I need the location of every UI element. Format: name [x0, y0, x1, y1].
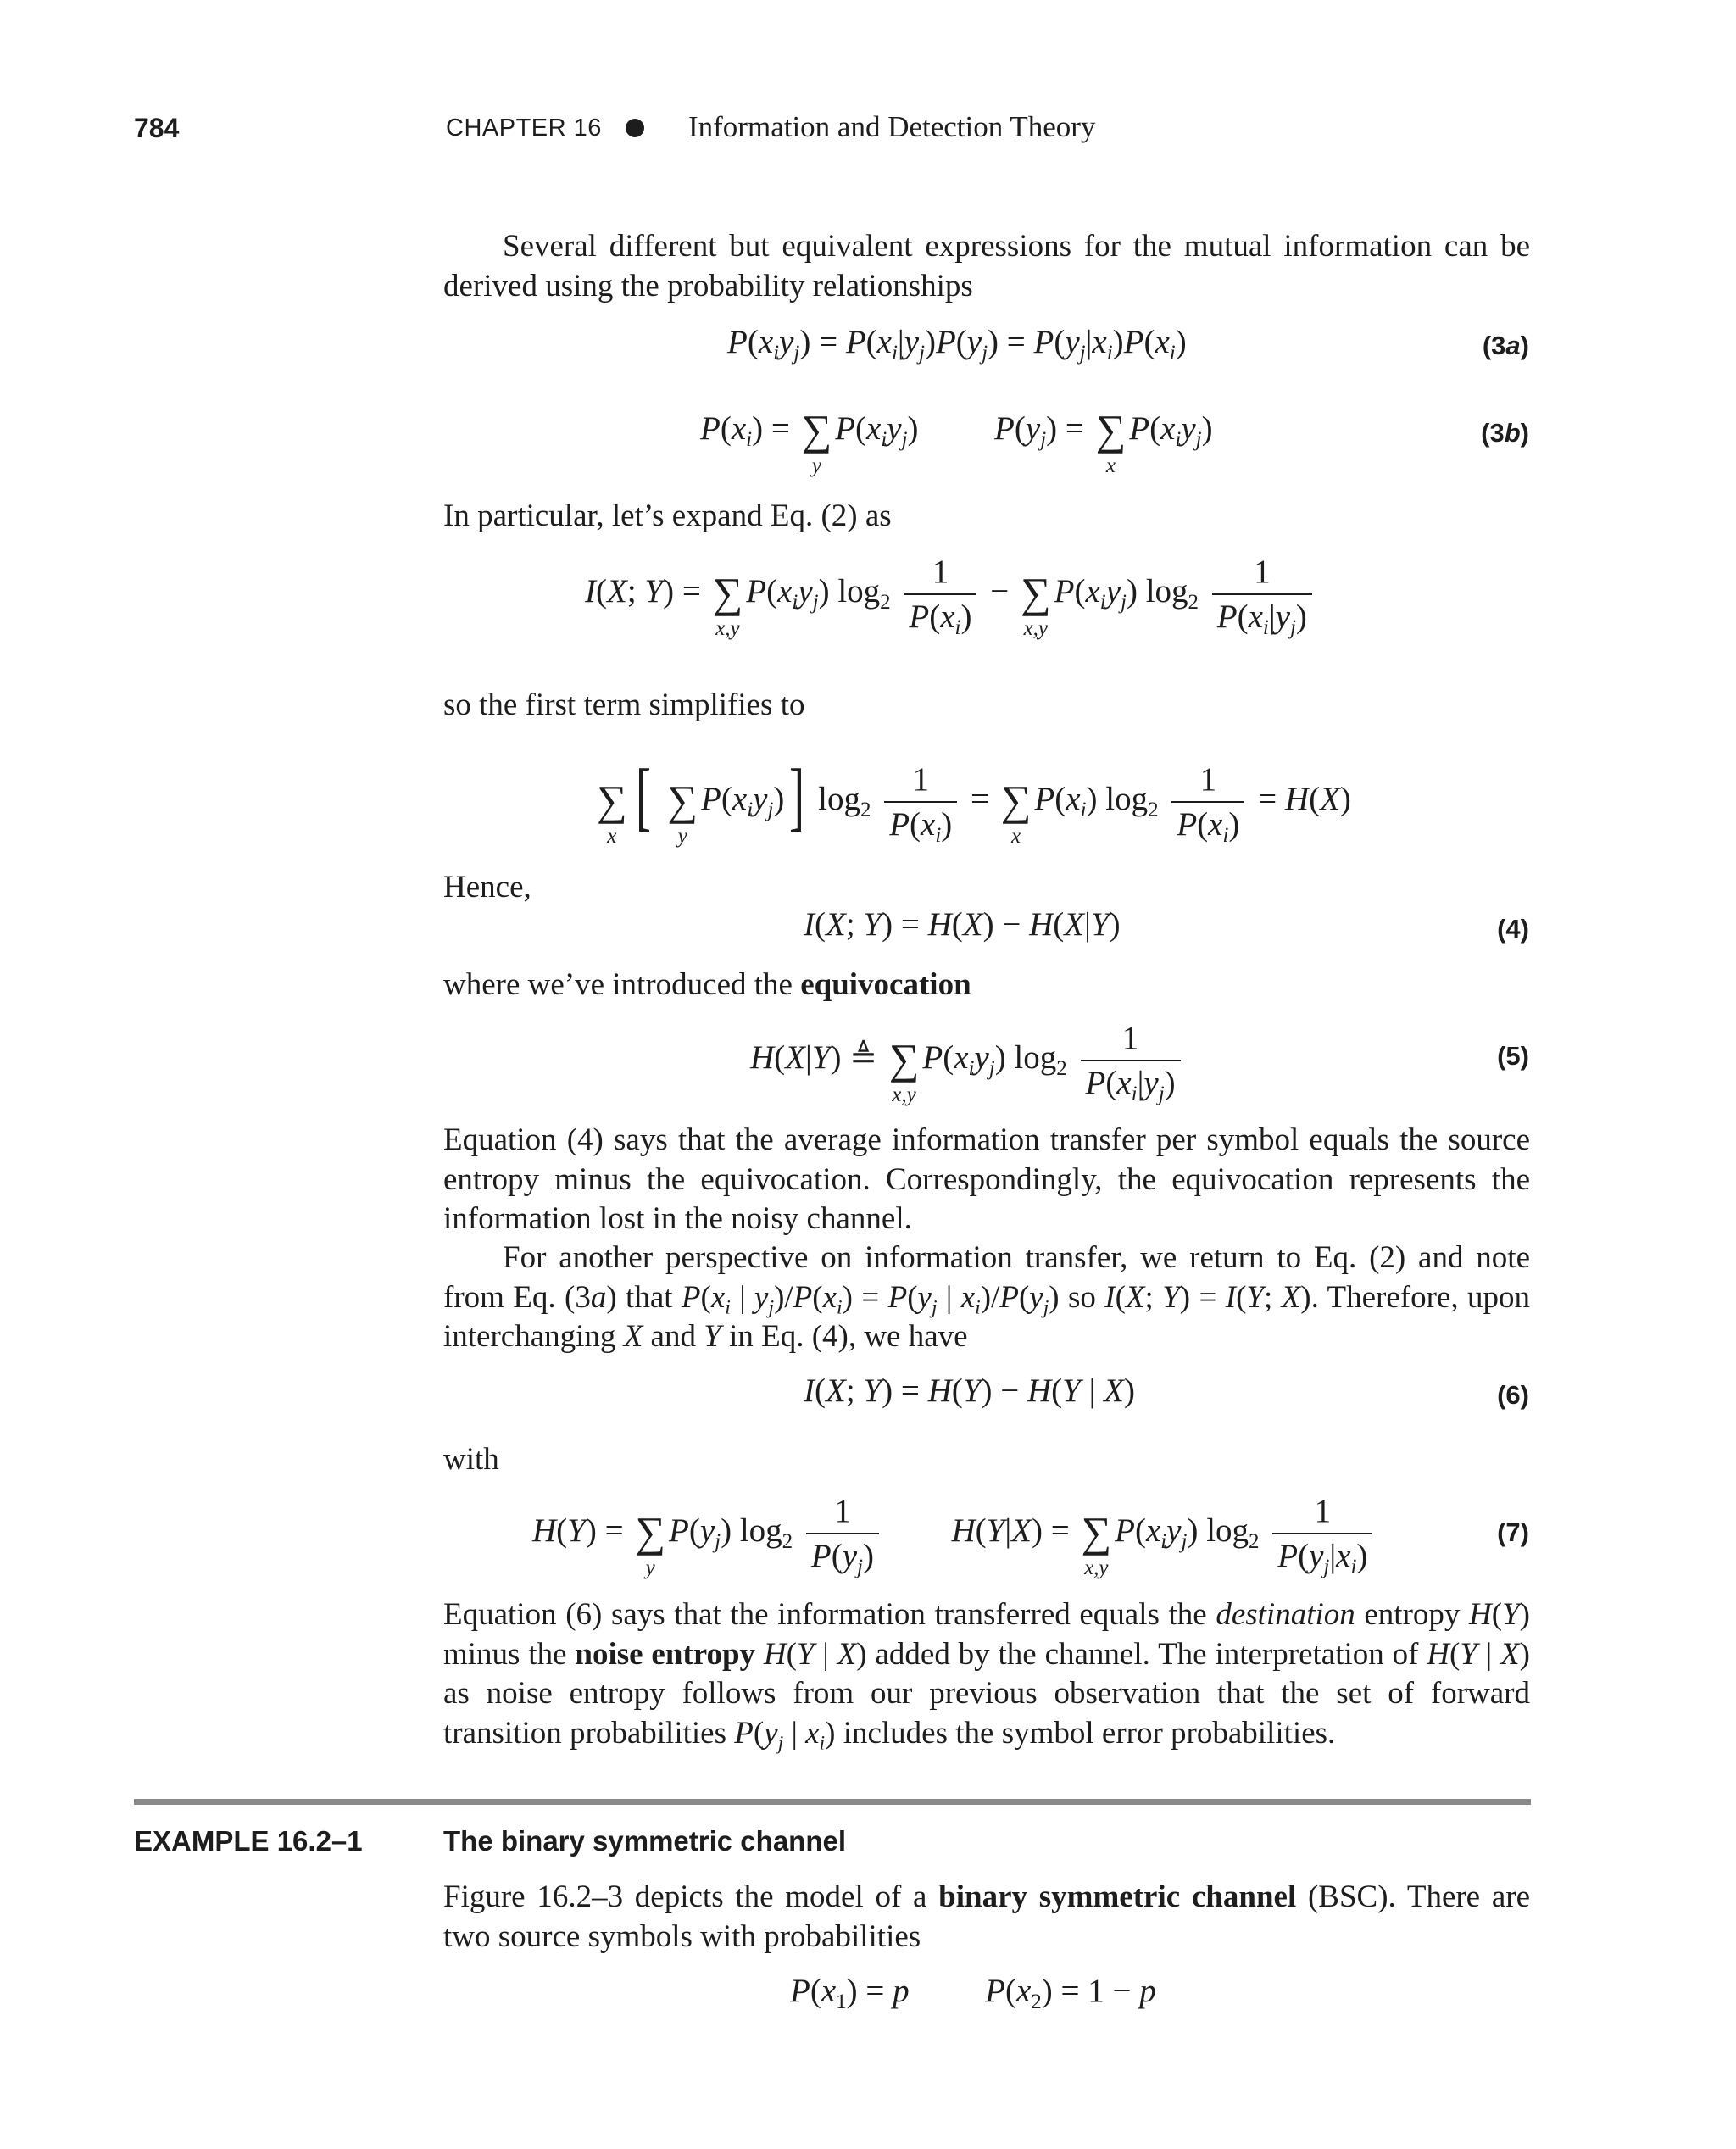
equation-number-3a: (3a): [1482, 331, 1529, 360]
equation-expansion: I(X; Y) = ∑ x,y $P(x_iy_j)$ $\log_2$ $\frac{1}{P(x_i)}$ − ∑ x,y $P(x_iy_j)$ $\log_2$ $\frac{1}{P(x_i|y_j)}$: [585, 553, 1317, 636]
paragraph-intro: Several different but equivalent expressions for the mutual information can be derived using the probability relationships: [443, 229, 1530, 303]
paragraph-simplify: so the first term simplifies to: [443, 688, 805, 722]
paragraph-expand: In particular, let’s expand Eq. (2) as: [443, 498, 892, 533]
paragraph-with: with: [443, 1442, 499, 1477]
equation-simplification: ∑ x [ ∑ y $P(x_iy_j)$] $\log_2$ $\frac{1}{P(x_i)}$ = ∑ x $P(x_i)$ $\log_2$ $\frac{1}{P(x_i)}$ = H(X): [597, 754, 1351, 848]
equation-number-4: (4): [1497, 914, 1529, 944]
chapter-label: CHAPTER 16: [446, 114, 602, 142]
example-divider: [134, 1799, 1531, 1805]
equation-number-5: (5): [1497, 1041, 1529, 1071]
chapter-title: Information and Detection Theory: [688, 110, 1096, 143]
paragraph-equation4-meaning: Equation (4) says that the average information transfer per symbol equals the source entropy minus the equivocation. Correspondingly, the equivocation represents the information lost in the noisy channel.: [443, 1122, 1530, 1236]
paragraph-bsc: Figure 16.2–3 depicts the model of a binary symmetric channel (BSC). There are two source symbols with probabilities: [443, 1879, 1530, 1954]
equation-5: H(X|Y) ≜ ∑ x,y $P(x_iy_j)$ $\log_2$ $\frac{1}{P(x_i|y_j)}$: [750, 1019, 1186, 1102]
paragraph-equivocation: where we’ve introduced the equivocation: [443, 967, 971, 1002]
equation-number-6: (6): [1497, 1380, 1529, 1410]
bullet-icon: [626, 119, 644, 137]
paragraph-equation6-meaning: Equation (6) says that the information transferred equals the destination entropy H(Y) minus the noise entropy H(Y | X) added by the channel. The interpretation of H(Y | X) as noise entropy follows from our previous observation that the set of forward transition probabilities $P(y_j$ | $x_i$) includes the symbol error probabilities.: [443, 1597, 1530, 1755]
example-title: The binary symmetric channel: [443, 1825, 847, 1857]
equation-4: I(X; Y) = H(X) − H(X|Y): [804, 906, 1121, 943]
equation-7: H(Y) = ∑ y $P(y_j)$ $\log_2$ $\frac{1}{P(y_j)}$ H(Y|X) = ∑ x,y $P(x_iy_j)$ $\log_2$ $\frac{1}{P(y_j|x_i)}$: [532, 1492, 1377, 1575]
equation-3a: $P(x_iy_j) = P(x_i|y_j)P(y_j) = P(y_j|x_i)P(x_i)$: [727, 324, 1187, 365]
equation-3b: $P(x_i)$ = ∑ y $P(x_iy_j) P(y_j)$ = ∑ x $P(x_iy_j)$: [700, 406, 1213, 477]
paragraph-hence: Hence,: [443, 870, 531, 905]
example-label: EXAMPLE 16.2–1: [134, 1825, 363, 1857]
page-number: 784: [134, 113, 180, 143]
equation-6: I(X; Y) = H(Y) − H(Y | X): [804, 1372, 1135, 1409]
equation-number-3b: (3b): [1481, 418, 1529, 448]
equation-source-probabilities: $P(x_1) = p$ $P(x_2) = 1 - p$: [790, 1973, 1156, 2013]
paragraph-perspective: For another perspective on information transfer, we return to Eq. (2) and note from Eq. (3a) that $P(x_i$ | $y_j)/P(x_i) = P(y_j$ | $x_i)/P(y_j)$ so I(X; Y) = I(Y; X). Therefore, upon interchanging X and Y in Eq. (4), we have: [443, 1240, 1530, 1354]
equation-number-7: (7): [1497, 1517, 1529, 1547]
